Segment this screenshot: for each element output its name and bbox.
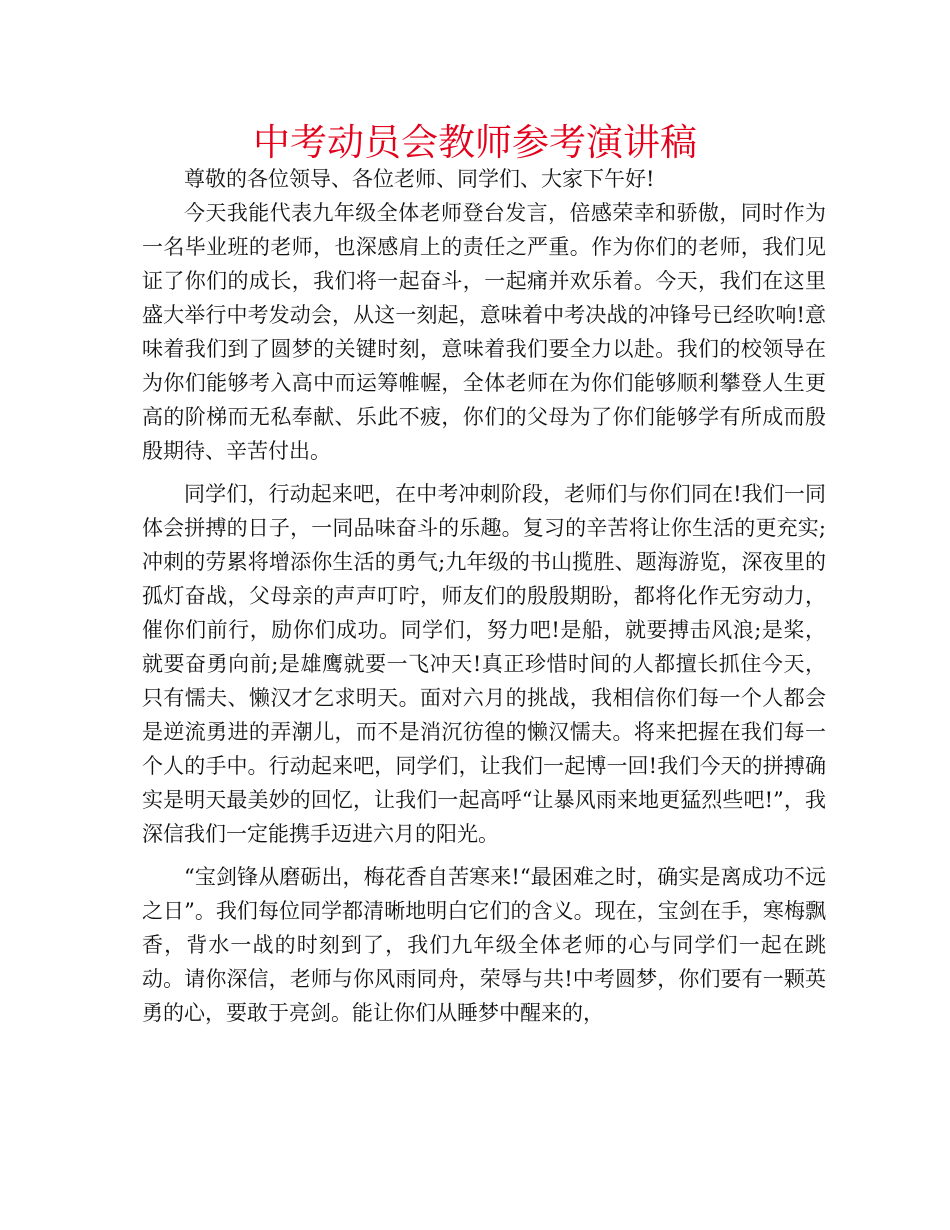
paragraph-encouragement: 同学们，行动起来吧，在中考冲刺阶段，老师们与你们同在!我们一同体会拼搏的日子，一同品味奋斗的乐趣。复习的辛苦将让你生活的更充实;冲刺的劳累将增添你生活的勇气;九年级的书山揽胜、题海游览，深夜里的孤灯奋战，父母亲的声声叮咛，师友们的殷殷期盼，都将化作无穷动力，催你们前行，励你们成功。同学们，努力吧!是船，就要搏击风浪;是桨，就要奋勇向前;是雄鹰就要一飞冲天!真正珍惜时间的人都擅长抓住今天，只有懦夫、懒汉才乞求明天。面对六月的挑战，我相信你们每一个人都会是逆流勇进的弄潮儿，而不是消沉彷徨的懒汉懦夫。将来把握在我们每一个人的手中。行动起来吧，同学们，让我们一起博一回!我们今天的拼搏确实是明天最美妙的回忆，让我们一起高呼“让暴风雨来地更猛烈些吧!”，我深信我们一定能携手迈进六月的阳光。 [142,482,826,846]
paragraph-greeting: 尊敬的各位领导、各位老师、同学们、大家下午好! [184,167,655,191]
document-title: 中考动员会教师参考演讲稿 [253,121,697,164]
paragraph-sword-plum: “宝剑锋从磨砺出，梅花香自苦寒来!“最困难之时，确实是离成功不远之日”。我们每位同学都清晰地明白它们的含义。现在，宝剑在手，寒梅飘香，背水一战的时刻到了，我们九年级全体老师的心与同学们一起在跳动。请你深信，老师与你风雨同舟，荣辱与共!中考圆梦，你们要有一颗英勇的心，要敢于亮剑。能让你们从睡梦中醒来的， [142,865,826,1025]
paragraph-opening: 今天我能代表九年级全体老师登台发言，倍感荣幸和骄傲，同时作为一名毕业班的老师，也深感肩上的责任之严重。作为你们的老师，我们见证了你们的成长，我们将一起奋斗，一起痛并欢乐着。今天，我们在这里盛大举行中考发动会，从这一刻起，意味着中考决战的冲锋号已经吹响!意味着我们到了圆梦的关键时刻，意味着我们要全力以赴。我们的校领导在为你们能够考入高中而运筹帷幄，全体老师在为你们能够顺利攀登人生更高的阶梯而无私奉献、乐此不疲，你们的父母为了你们能够学有所成而殷殷期待、辛苦付出。 [142,201,826,463]
document-body [142,162,826,1030]
